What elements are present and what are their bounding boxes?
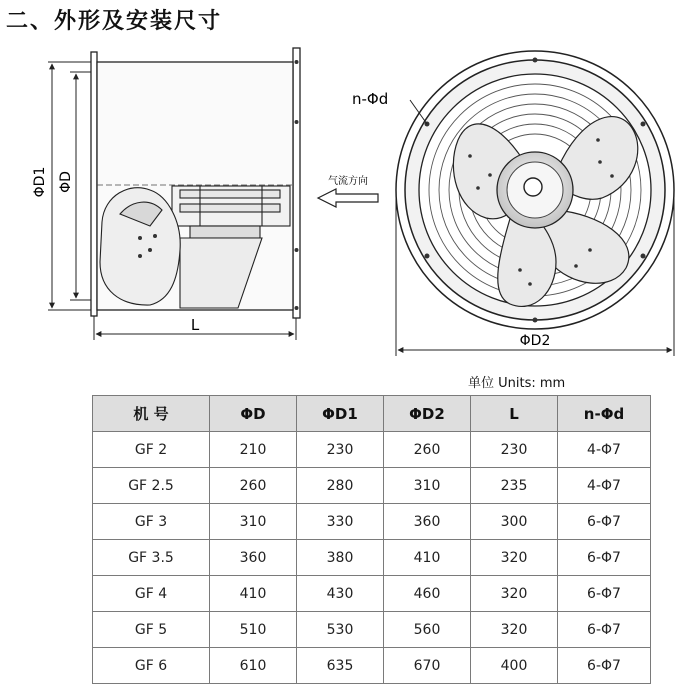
cell-n-phi-d: 4-Φ7	[558, 432, 651, 468]
front-view	[352, 51, 674, 356]
cell-n-phi-d: 6-Φ7	[558, 612, 651, 648]
cell-model: GF 6	[93, 648, 210, 684]
cell-phi-d1: 430	[297, 576, 384, 612]
cell-model: GF 5	[93, 612, 210, 648]
table-row	[93, 648, 651, 684]
cell-l: 235	[471, 468, 558, 504]
cell-phi-d2: 410	[384, 540, 471, 576]
cell-model: GF 3.5	[93, 540, 210, 576]
cell-model: GF 3	[93, 504, 210, 540]
cell-phi-d: 510	[210, 612, 297, 648]
cell-phi-d1: 280	[297, 468, 384, 504]
units-label: 单位 Units: mm	[468, 376, 566, 391]
cell-phi-d1: 230	[297, 432, 384, 468]
cell-phi-d1: 530	[297, 612, 384, 648]
dim-phi-d-label: ΦD	[58, 171, 74, 193]
airflow-label: 气流方向	[328, 176, 368, 187]
cell-model: GF 2.5	[93, 468, 210, 504]
cell-n-phi-d: 6-Φ7	[558, 504, 651, 540]
cell-l: 320	[471, 576, 558, 612]
table-row	[93, 576, 651, 612]
cell-phi-d: 260	[210, 468, 297, 504]
dim-phi-d1-label: ΦD1	[32, 166, 48, 198]
cell-phi-d1: 330	[297, 504, 384, 540]
cell-phi-d: 310	[210, 504, 297, 540]
header-n-phi-d: n-Φd	[558, 396, 651, 432]
cell-phi-d: 360	[210, 540, 297, 576]
cell-n-phi-d: 6-Φ7	[558, 648, 651, 684]
cell-model: GF 4	[93, 576, 210, 612]
header-phi-d2: ΦD2	[384, 396, 471, 432]
table-row	[93, 540, 651, 576]
cell-phi-d1: 635	[297, 648, 384, 684]
cell-phi-d2: 260	[384, 432, 471, 468]
cell-phi-d1: 380	[297, 540, 384, 576]
table-row	[93, 504, 651, 540]
cell-phi-d2: 670	[384, 648, 471, 684]
side-view	[32, 48, 300, 340]
header-phi-d1: ΦD1	[297, 396, 384, 432]
cell-model: GF 2	[93, 432, 210, 468]
cell-phi-d: 610	[210, 648, 297, 684]
spec-table	[92, 395, 651, 684]
cell-phi-d2: 360	[384, 504, 471, 540]
airflow-arrow	[318, 174, 378, 207]
table-row	[93, 612, 651, 648]
dim-l-label: L	[190, 316, 200, 334]
cell-n-phi-d: 4-Φ7	[558, 468, 651, 504]
cell-phi-d2: 460	[384, 576, 471, 612]
table-header-row	[93, 396, 651, 432]
cell-n-phi-d: 6-Φ7	[558, 540, 651, 576]
header-phi-d: ΦD	[210, 396, 297, 432]
cell-l: 320	[471, 540, 558, 576]
cell-phi-d: 210	[210, 432, 297, 468]
table-row	[93, 468, 651, 504]
dim-phi-d2-label: ΦD2	[519, 333, 551, 349]
cell-l: 320	[471, 612, 558, 648]
cell-l: 230	[471, 432, 558, 468]
cell-phi-d2: 310	[384, 468, 471, 504]
table-row	[93, 432, 651, 468]
cell-n-phi-d: 6-Φ7	[558, 576, 651, 612]
header-model: 机 号	[93, 396, 210, 432]
cell-phi-d2: 560	[384, 612, 471, 648]
header-l: L	[471, 396, 558, 432]
dim-n-phi-d-label: n-Φd	[352, 90, 389, 108]
cell-phi-d: 410	[210, 576, 297, 612]
page-title: 二、外形及安装尺寸	[6, 9, 223, 34]
cell-l: 300	[471, 504, 558, 540]
cell-l: 400	[471, 648, 558, 684]
